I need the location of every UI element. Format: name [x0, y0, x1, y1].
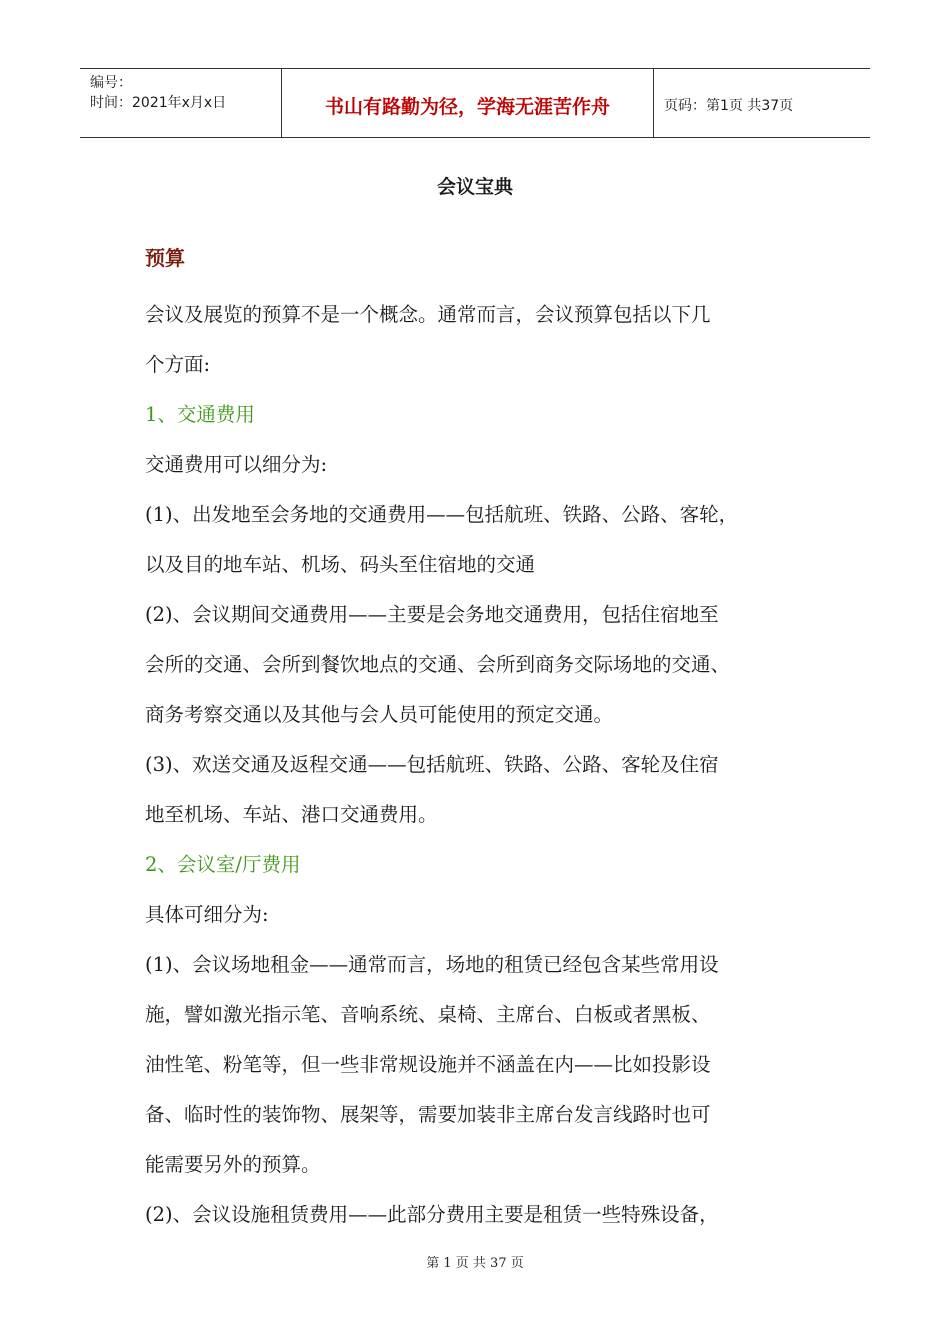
text-line: 会所的交通、会所到餐饮地点的交通、会所到商务交际场地的交通、 [145, 653, 731, 676]
text-line: 商务考察交通以及其他与会人员可能使用的预定交通。 [145, 703, 614, 726]
header-meta [80, 69, 282, 137]
text-line: 具体可细分为: [145, 903, 269, 926]
text-line: 能需要另外的预算。 [145, 1153, 321, 1176]
text-line: (2)、会议设施租赁费用——此部分费用主要是租赁一些特殊设备， [145, 1203, 719, 1226]
text-line: 地至机场、车站、港口交通费用。 [145, 803, 438, 826]
subsection-heading: 2、会议室/厅费用 [145, 853, 301, 876]
text-line: (1)、出发地至会务地的交通费用——包括航班、铁路、公路、客轮， [145, 503, 739, 526]
section-heading: 预算 [145, 246, 185, 270]
page-footer: 第 1 页 共 37 页 [426, 1256, 524, 1271]
text-line: 备、临时性的装饰物、展架等，需要加装非主席台发言线路时也可 [145, 1103, 711, 1126]
header-page-info: 页码：第1页 共37页 [664, 98, 794, 114]
paragraph-lines [145, 290, 817, 1240]
text-line: 以及目的地车站、机场、码头至住宿地的交通 [145, 553, 536, 576]
document-title: 会议宝典 [436, 176, 513, 198]
text-line: 会议及展览的预算不是一个概念。通常而言，会议预算包括以下几 [145, 303, 711, 326]
text-line: (1)、会议场地租金——通常而言，场地的租赁已经包含某些常用设 [145, 953, 719, 976]
header-motto: 书山有路勤为径，学海无涯苦作舟 [282, 69, 654, 137]
page-header [80, 68, 870, 138]
text-line: 个方面: [145, 353, 211, 376]
document-body [145, 236, 817, 1240]
document-number-label: 编号： [90, 75, 132, 91]
text-line: (2)、会议期间交通费用——主要是会务地交通费用，包括住宿地至 [145, 603, 719, 626]
text-line: 施，譬如激光指示笔、音响系统、桌椅、主席台、白板或者黑板、 [145, 1003, 711, 1026]
document-date: 时间：2021年x月x日 [90, 95, 227, 111]
text-line: 油性笔、粉笔等，但一些非常规设施并不涵盖在内——比如投影设 [145, 1053, 711, 1076]
text-line: (3)、欢送交通及返程交通——包括航班、铁路、公路、客轮及住宿 [145, 753, 719, 776]
text-line: 交通费用可以细分为: [145, 453, 328, 476]
subsection-heading: 1、交通费用 [145, 403, 255, 426]
